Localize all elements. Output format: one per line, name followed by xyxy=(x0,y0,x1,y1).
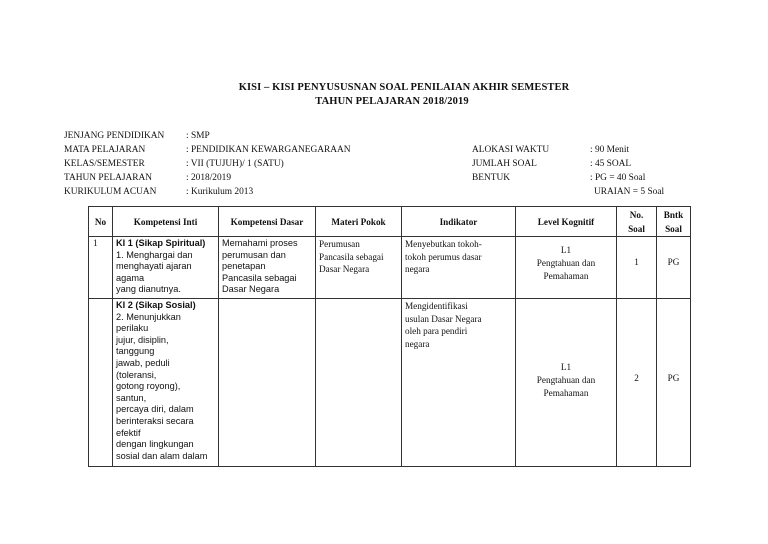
indikator-line: Menyebutkan tokoh- xyxy=(405,239,482,249)
bentuk-value: : PG = 40 Soal xyxy=(590,173,646,183)
kisi-kisi-table xyxy=(88,206,691,467)
ki2-line: percaya diri, dalam xyxy=(116,404,194,415)
row1-indikator xyxy=(402,237,516,299)
row2-materi-pokok xyxy=(316,299,402,467)
document-title: KISI – KISI PENYUSUSNAN SOAL PENILAIAN AKHIR SEMESTER xyxy=(238,82,570,93)
ki2-line: jujur, disiplin, xyxy=(116,334,169,345)
row1-kompetensi-inti xyxy=(113,237,219,299)
header-level-kognitif: Level Kognitif xyxy=(516,207,617,237)
ki2-line: efektif xyxy=(116,427,141,438)
level-line: L1 xyxy=(560,245,572,255)
ki2-line: jawab, peduli xyxy=(116,357,170,368)
header-bentuk-soal xyxy=(657,207,691,237)
jenjang-value: : SMP xyxy=(186,131,210,141)
jenjang-label: JENJANG PENDIDIKAN xyxy=(64,131,165,141)
ki2-title: KI 2 (Sikap Sosial) xyxy=(116,300,196,310)
ki2-line: sosial dan alam dalam xyxy=(116,450,208,461)
level-line: Pengtahuan dan xyxy=(536,375,596,385)
kd-line: Pancasila sebagai xyxy=(222,272,297,283)
ki2-line: tanggung xyxy=(116,346,155,357)
header-no: No xyxy=(89,207,113,237)
kd-line: Dasar Negara xyxy=(222,284,280,294)
materi-line: Pancasila sebagai xyxy=(319,251,384,262)
header-no-soal-line1: No. xyxy=(629,209,644,220)
row1-no-soal: 1 xyxy=(617,237,657,299)
row2-level-kognitif xyxy=(516,299,617,467)
header-bentuk-line2: Soal xyxy=(665,223,682,234)
ki2-line: (toleransi, xyxy=(116,369,157,380)
jumlah-label: JUMLAH SOAL xyxy=(472,159,537,169)
table-row xyxy=(89,237,691,299)
header-kompetensi-dasar: Kompetensi Dasar xyxy=(219,207,316,237)
ki2-line: perilaku xyxy=(116,323,149,334)
indikator-line: negara xyxy=(405,338,430,349)
level-line: Pengtahuan dan xyxy=(536,258,596,268)
header-indikator: Indikator xyxy=(402,207,516,237)
ki1-line: menghayati ajaran xyxy=(116,261,192,271)
ki1-line: 1. Menghargai dan xyxy=(116,249,193,260)
ki2-line: dengan lingkungan xyxy=(116,439,194,450)
kd-line: Memahami proses xyxy=(222,238,298,248)
row2-no-soal: 2 xyxy=(617,299,657,467)
header-kompetensi-inti: Kompetensi Inti xyxy=(113,207,219,237)
indikator-line: tokoh perumus dasar xyxy=(405,251,482,262)
header-no-soal-line2: Soal xyxy=(628,223,645,234)
kelas-label: KELAS/SEMESTER xyxy=(64,159,145,169)
ki1-line: yang dianutnya. xyxy=(116,284,181,294)
mapel-label: MATA PELAJARAN xyxy=(64,145,146,155)
alokasi-label: ALOKASI WAKTU xyxy=(472,145,550,155)
header-materi-pokok: Materi Pokok xyxy=(316,207,402,237)
ki2-line: santun, xyxy=(116,392,147,403)
kurikulum-label: KURIKULUM ACUAN xyxy=(64,187,157,197)
row2-no xyxy=(89,299,113,467)
row1-level-kognitif xyxy=(516,237,617,299)
bentuk-label: BENTUK xyxy=(472,173,511,183)
kurikulum-value: : Kurikulum 2013 xyxy=(186,187,254,197)
indikator-line: usulan Dasar Negara xyxy=(405,313,482,324)
indikator-line: negara xyxy=(405,264,430,274)
materi-line: Dasar Negara xyxy=(319,264,370,274)
row2-indikator xyxy=(402,299,516,467)
ki2-line: berinteraksi secara xyxy=(116,415,194,426)
ki1-line: agama xyxy=(116,272,145,283)
header-no-soal xyxy=(617,207,657,237)
indikator-line: oleh para pendiri xyxy=(405,326,468,336)
alokasi-value: : 90 Menit xyxy=(590,145,630,155)
table-row xyxy=(89,299,691,467)
header-bentuk-line1: Bntk xyxy=(663,209,684,220)
uraian-value: URAIAN = 5 Soal xyxy=(594,187,665,197)
level-line: Pemahaman xyxy=(543,388,589,398)
row2-bentuk-soal: PG xyxy=(657,299,691,467)
ki2-line: 2. Menunjukkan xyxy=(116,311,181,322)
tahun-value: : 2018/2019 xyxy=(186,173,232,183)
document-subtitle: TAHUN PELAJARAN 2018/2019 xyxy=(315,96,469,107)
table-header-row xyxy=(89,207,691,237)
kd-line: penetapan xyxy=(222,261,266,271)
row1-materi-pokok xyxy=(316,237,402,299)
materi-line: Perumusan xyxy=(319,239,360,249)
indikator-line: Mengidentifikasi xyxy=(405,301,468,311)
kelas-value: : VII (TUJUH)/ 1 (SATU) xyxy=(186,159,284,169)
level-line: Pemahaman xyxy=(543,271,589,281)
level-line: L1 xyxy=(560,362,572,372)
row2-kompetensi-inti xyxy=(113,299,219,467)
row2-kompetensi-dasar xyxy=(219,299,316,467)
kd-line: perumusan dan xyxy=(222,249,286,260)
ki2-line: gotong royong), xyxy=(116,381,181,392)
mapel-value: : PENDIDIKAN KEWARGANEGARAAN xyxy=(186,145,351,155)
jumlah-value: : 45 SOAL xyxy=(590,159,632,169)
ki1-title: KI 1 (Sikap Spiritual) xyxy=(116,238,206,248)
row1-kompetensi-dasar xyxy=(219,237,316,299)
tahun-label: TAHUN PELAJARAN xyxy=(64,173,153,183)
row1-bentuk-soal: PG xyxy=(657,237,691,299)
row1-no: 1 xyxy=(89,237,113,299)
